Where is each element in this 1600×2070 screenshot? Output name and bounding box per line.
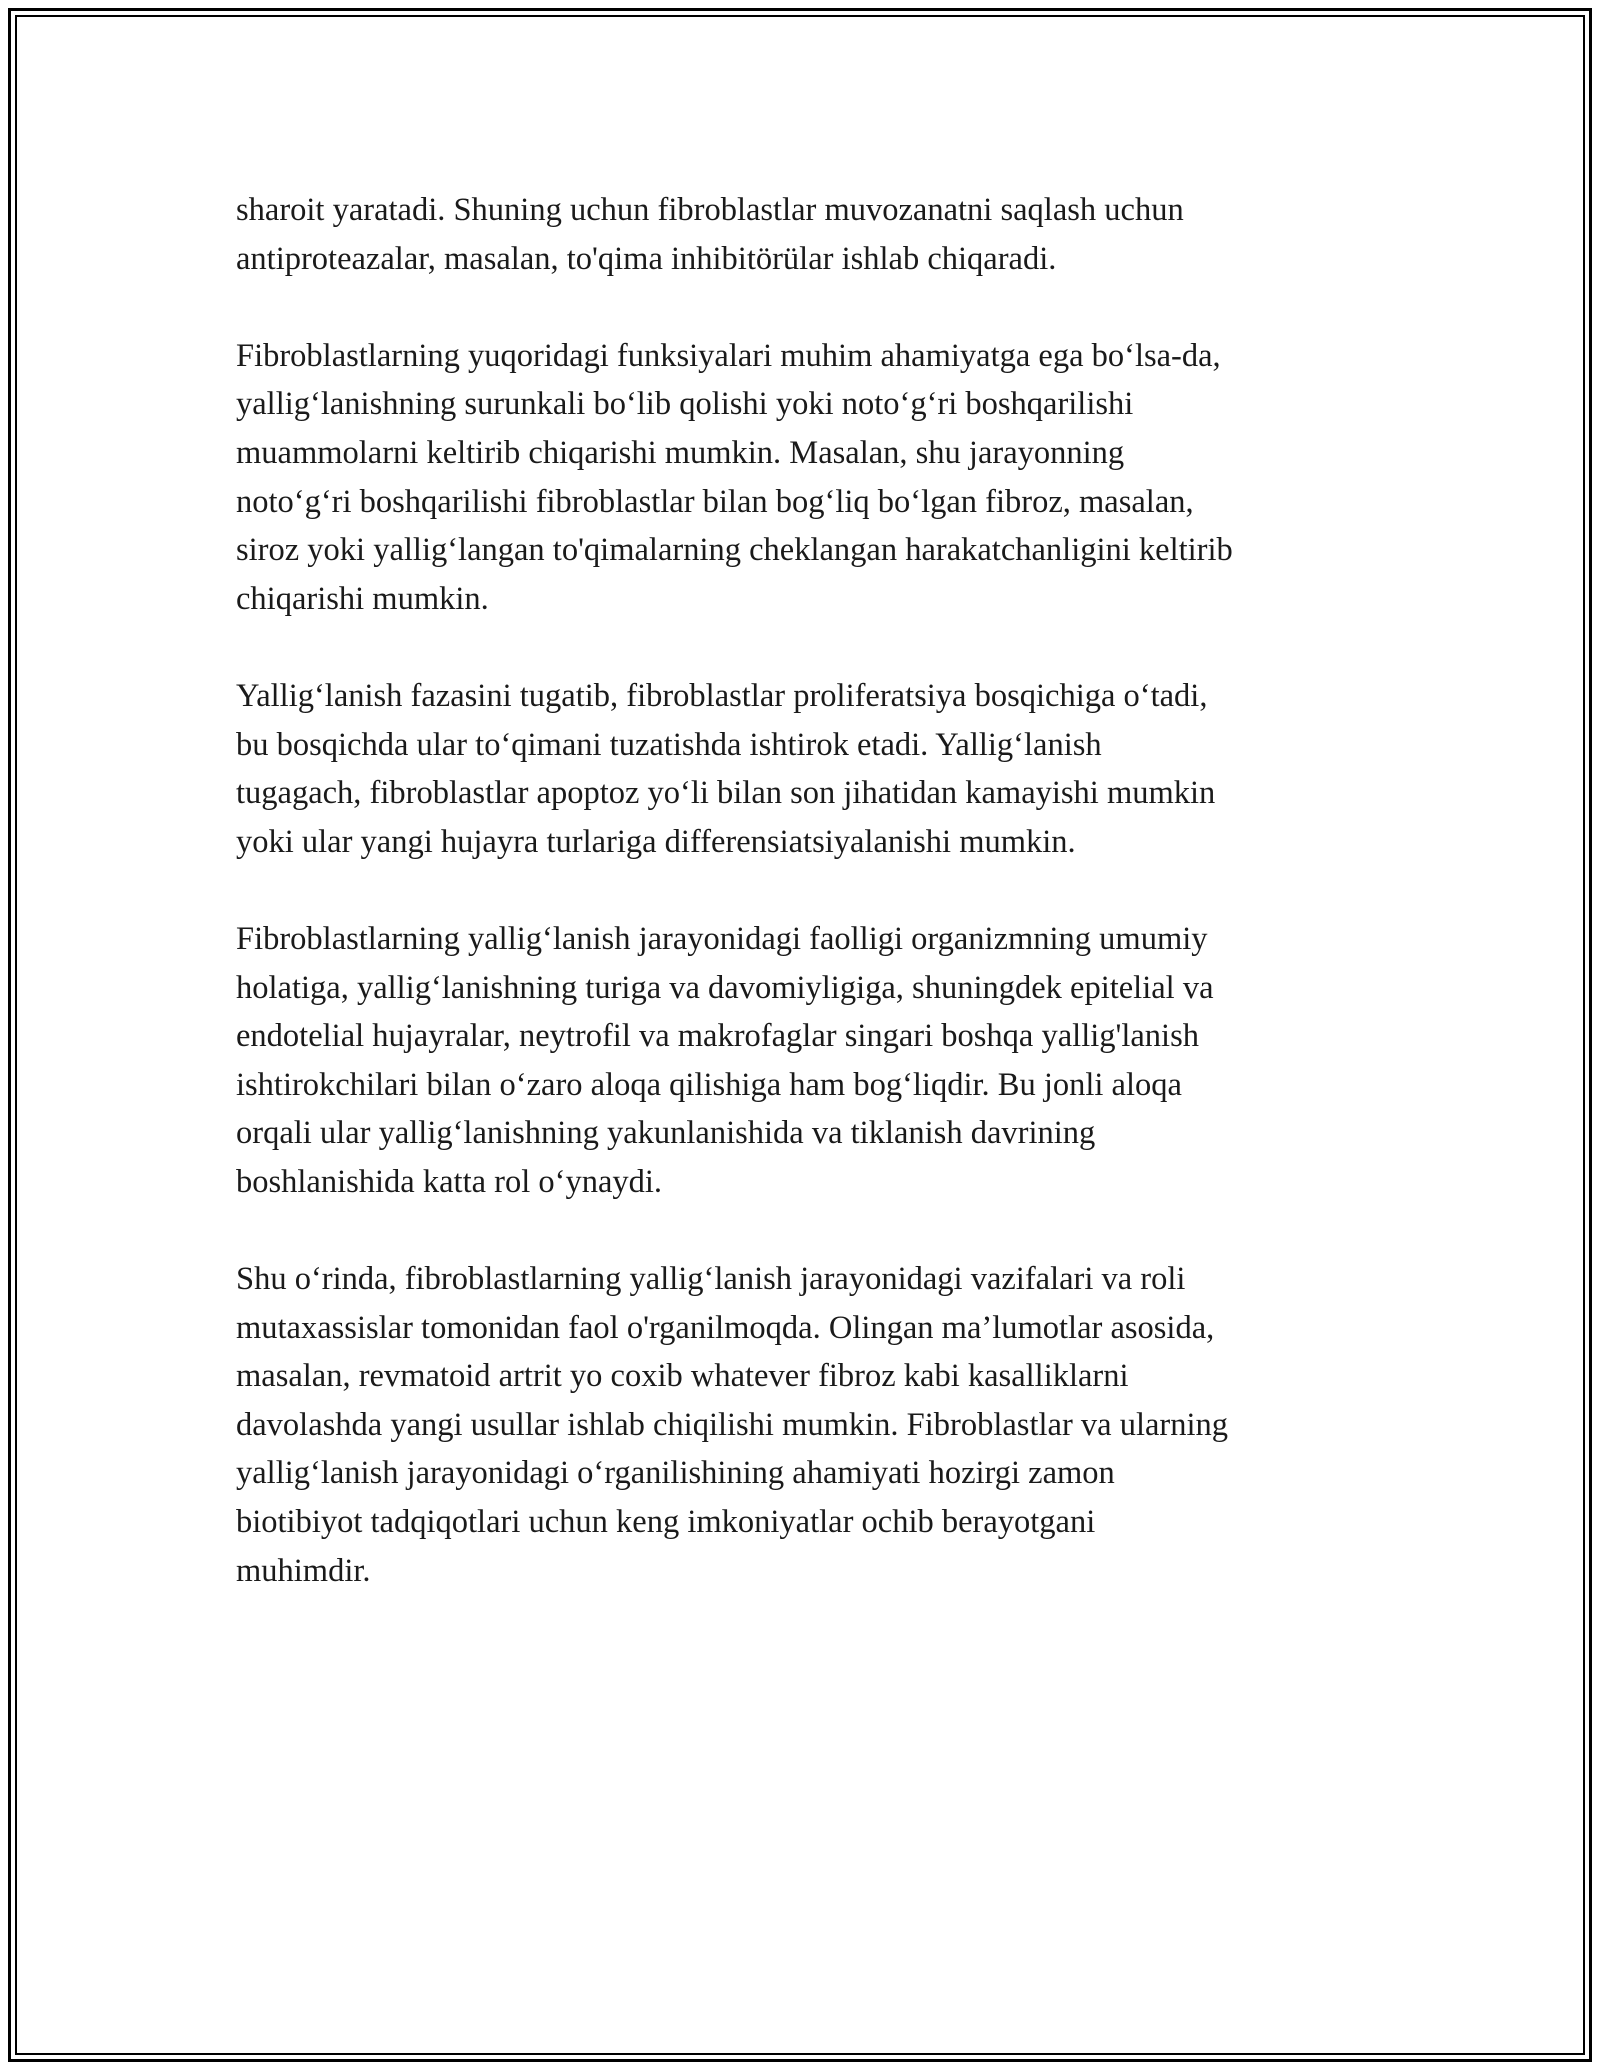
text-line: boshlanishida katta rol o‘ynaydi. <box>236 1163 663 1200</box>
text-line: bu bosqichda ular to‘qimani tuzatishda ishtirok etadi. Yallig‘lanish <box>236 726 1102 763</box>
text-line: muhimdir. <box>236 1552 371 1589</box>
paragraph-3 <box>236 672 1366 866</box>
text-line: holatiga, yallig‘lanishning turiga va davomiyligiga, shuningdek epitelial va <box>236 969 1214 1006</box>
text-line: Yallig‘lanish fazasini tugatib, fibroblastlar proliferatsiya bosqichiga o‘tadi, <box>236 677 1208 714</box>
paragraph-4 <box>236 915 1366 1207</box>
text-line: yoki ular yangi hujayra turlariga differensiatsiyalanishi mumkin. <box>236 823 1076 860</box>
text-line: mutaxassislar tomonidan faol o'rganilmoqda. Olingan ma’lumotlar asosida, <box>236 1309 1215 1346</box>
text-line: orqali ular yallig‘lanishning yakunlanishida va tiklanish davrining <box>236 1115 1096 1152</box>
text-line: Shu o‘rinda, fibroblastlarning yallig‘lanish jarayonidagi vazifalari va roli <box>236 1261 1186 1298</box>
text-line: biotibiyot tadqiqotlari uchun keng imkoniyatlar ochib berayotgani <box>236 1504 1096 1541</box>
document-body <box>236 186 1366 1644</box>
text-line: antiproteazalar, masalan, to'qima inhibitörülar ishlab chiqaradi. <box>236 240 1057 277</box>
text-line: endotelial hujayralar, neytrofil va makrofaglar singari boshqa yallig'lanish <box>236 1018 1199 1055</box>
text-line: tugagach, fibroblastlar apoptoz yo‘li bilan son jihatidan kamayishi mumkin <box>236 775 1216 812</box>
paragraph-2 <box>236 332 1366 624</box>
paragraph-5 <box>236 1255 1366 1595</box>
text-line: chiqarishi mumkin. <box>236 580 489 617</box>
text-line: siroz yoki yallig‘langan to'qimalarning cheklangan harakatchanligini keltirib <box>236 532 1233 569</box>
text-line: muammolarni keltirib chiqarishi mumkin. Masalan, shu jarayonning <box>236 434 1125 471</box>
text-line: Fibroblastlarning yallig‘lanish jarayonidagi faolligi organizmning umumiy <box>236 920 1208 957</box>
text-line: ishtirokchilari bilan o‘zaro aloqa qilishiga ham bog‘liqdir. Bu jonli aloqa <box>236 1066 1182 1103</box>
text-line: Fibroblastlarning yuqoridagi funksiyalari muhim ahamiyatga ega bo‘lsa-da, <box>236 337 1221 374</box>
text-line: sharoit yaratadi. Shuning uchun fibroblastlar muvozanatni saqlash uchun <box>236 192 1184 228</box>
text-line: masalan, revmatoid artrit yo coxib whatever fibroz kabi kasalliklarni <box>236 1358 1129 1395</box>
text-line: yallig‘lanish jarayonidagi o‘rganilishining ahamiyati hozirgi zamon <box>236 1455 1115 1492</box>
text-line: davolashda yangi usullar ishlab chiqilishi mumkin. Fibroblastlar va ularning <box>236 1406 1228 1443</box>
text-line: yallig‘lanishning surunkali bo‘lib qolishi yoki noto‘g‘ri boshqarilishi <box>236 386 1134 423</box>
text-line: noto‘g‘ri boshqarilishi fibroblastlar bilan bog‘liq bo‘lgan fibroz, masalan, <box>236 483 1194 520</box>
paragraph-1 <box>236 186 1366 283</box>
